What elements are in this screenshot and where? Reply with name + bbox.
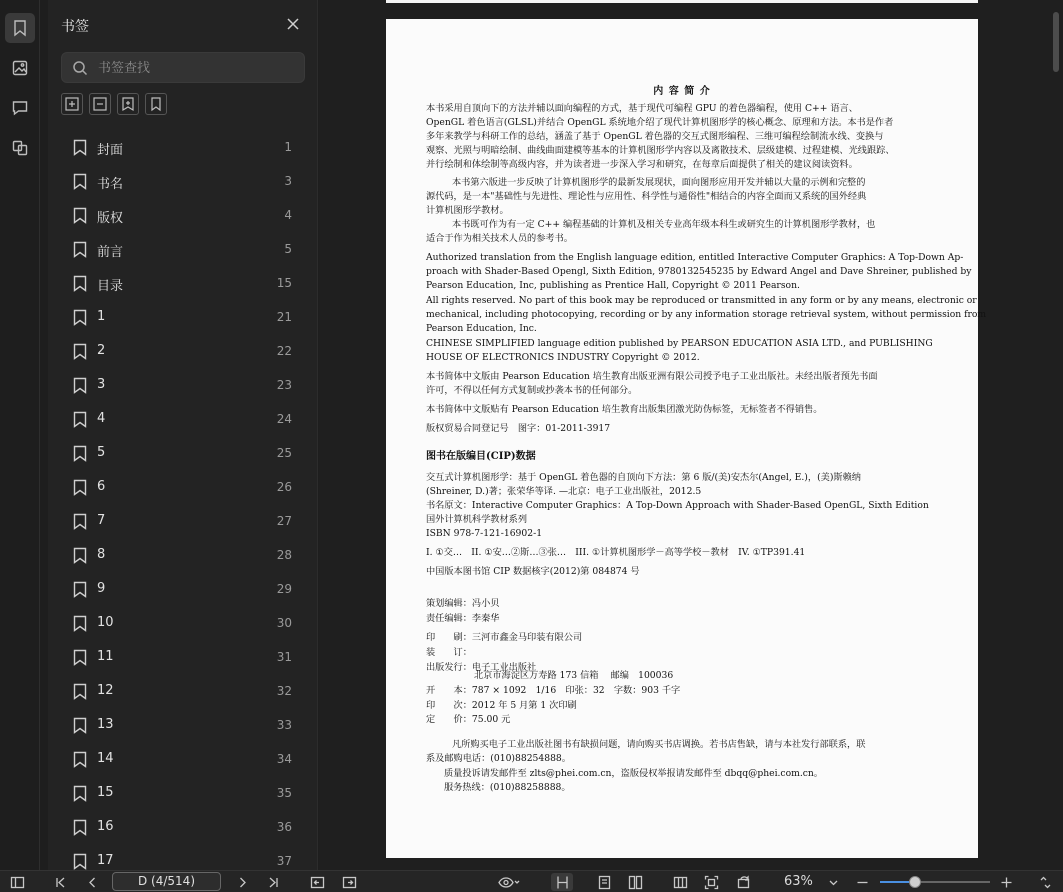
page-text-line: 北京市海淀区万寿路 173 信箱 邮编 100036 <box>474 670 674 681</box>
collapse-all-button[interactable] <box>89 93 111 115</box>
page-text-line: 印 次：2012 年 5 月第 1 次印刷 <box>426 700 577 711</box>
bookmark-icon <box>73 649 87 666</box>
forward-button[interactable] <box>339 873 359 891</box>
page-text-line: 国外计算机科学教材系列 <box>426 514 528 525</box>
page-text-line: 并行绘制和体绘制等高级内容，并为读者进一步深入学习和研究，在每章后面提供了相关的建议阅读资料。 <box>426 159 858 170</box>
bookmark-icon <box>73 377 87 394</box>
page-text-line: 印 刷：三河市鑫金马印装有限公司 <box>426 632 583 643</box>
page-text-line: 责任编辑：李秦华 <box>426 613 500 624</box>
eye-icon <box>498 875 520 890</box>
bookmark-label: 8 <box>97 547 106 562</box>
view-mode-button[interactable] <box>494 873 524 891</box>
bookmark-label: 版权 <box>97 211 124 226</box>
bookmark-icon <box>11 19 29 37</box>
next-page-button[interactable] <box>233 873 251 891</box>
bookmark-item[interactable] <box>61 504 305 538</box>
bookmark-page-number: 3 <box>284 174 292 188</box>
bookmark-item[interactable] <box>61 266 305 300</box>
sidebar-rail <box>0 0 40 870</box>
bookmark-page-number: 31 <box>276 650 292 664</box>
bookmark-page-number: 37 <box>276 854 292 868</box>
bookmark-label: 封面 <box>97 143 124 158</box>
bookmark-label: 7 <box>97 513 106 528</box>
bookmark-icon <box>73 207 87 224</box>
back-button[interactable] <box>307 873 327 891</box>
scroll-mode-icon <box>673 875 688 890</box>
add-bookmark-icon <box>120 96 136 112</box>
bookmark-page-number: 27 <box>276 514 292 528</box>
bookmark-label: 13 <box>97 717 114 732</box>
bookmark-page-number: 36 <box>276 820 292 834</box>
bookmark-item[interactable] <box>61 164 305 198</box>
bookmark-page-number: 30 <box>276 616 292 630</box>
rotate-icon <box>736 875 751 890</box>
chevron-down-icon <box>826 875 841 890</box>
bookmark-item[interactable] <box>61 538 305 572</box>
plus-icon <box>999 875 1014 890</box>
bookmark-item[interactable] <box>61 844 305 870</box>
page-text-line: 服务热线：(010)88258888。 <box>444 782 571 793</box>
bookmark-search-input[interactable] <box>98 58 298 78</box>
bookmark-icon <box>73 343 87 360</box>
bottom-toolbar <box>0 870 1063 892</box>
close-icon <box>284 15 302 33</box>
bookmark-page-number: 35 <box>276 786 292 800</box>
pdf-page <box>386 19 987 858</box>
page-text-line: 交互式计算机图形学：基于 OpenGL 着色器的自顶向下方法：第 6 版/(美)安杰尔(Angel, E.)，(美)斯赖纳 <box>426 472 861 483</box>
document-viewer[interactable] <box>319 0 1063 870</box>
page-text-line: 策划编辑：冯小贝 <box>426 598 500 609</box>
add-bookmark-button[interactable] <box>117 93 139 115</box>
page-text-line: 本书简体中文版贴有 Pearson Education 培生教育出版集团激光防伪标签，无标签者不得销售。 <box>426 404 823 415</box>
bookmark-item[interactable] <box>61 776 305 810</box>
bookmark-page-number: 34 <box>276 752 292 766</box>
page-text-line: 本书既可作为有一定 C++ 编程基础的计算机及相关专业高年级本科生或研究生的计算机图形学教材，也 <box>452 219 876 230</box>
zoom-out-button[interactable] <box>853 873 871 891</box>
bookmark-icon <box>148 96 164 112</box>
page-text-line: I. ①交… II. ①安…②斯…③张… III. ①计算机图形学－高等学校－教材 IV. ①TP391.41 <box>426 547 806 558</box>
bookmark-item[interactable] <box>61 742 305 776</box>
bookmark-label: 14 <box>97 751 114 766</box>
bookmark-item[interactable] <box>61 402 305 436</box>
bookmark-icon <box>73 547 87 564</box>
bookmark-item[interactable] <box>61 606 305 640</box>
bookmarks-panel <box>48 0 318 870</box>
bookmark-page-number: 21 <box>276 310 292 324</box>
bookmark-icon <box>73 581 87 598</box>
bookmark-label: 1 <box>97 309 106 324</box>
cip-heading: 图书在版编目(CIP)数据 <box>426 451 536 462</box>
toggle-sidebar-button[interactable] <box>7 873 27 891</box>
expand-icon <box>1038 875 1053 890</box>
fit-width-button[interactable] <box>701 873 721 891</box>
rotate-button[interactable] <box>733 873 753 891</box>
bookmark-page-number: 32 <box>276 684 292 698</box>
bookmark-label: 12 <box>97 683 114 698</box>
page-text-line: 凡所购买电子工业出版社图书有缺损问题，请向购买书店调换。若书店售缺，请与本社发行部联系，联 <box>452 739 866 750</box>
bookmark-icon <box>73 513 87 530</box>
page-text-line: proach with Shader-Based Opengl, Sixth Edition, 9780132545235 by Edward Angel and Dave Shreiner, published by <box>426 266 972 277</box>
bookmark-label: 前言 <box>97 245 124 260</box>
bookmark-item[interactable] <box>61 130 305 164</box>
page-text-line: 定 价：75.00 元 <box>426 714 511 725</box>
single-page-icon <box>597 875 612 890</box>
page-text-line: OpenGL 着色语言(GLSL)并结合 OpenGL 系统地介绍了现代计算机图形学的核心概念、原理和方法。本书是作者 <box>426 117 894 128</box>
bookmark-icon <box>73 615 87 632</box>
bookmark-label: 6 <box>97 479 106 494</box>
bookmark-page-number: 5 <box>284 242 292 256</box>
bookmark-label: 3 <box>97 377 106 392</box>
bookmark-page-number: 4 <box>284 208 292 222</box>
bookmark-label: 5 <box>97 445 106 460</box>
bookmark-icon <box>73 275 87 292</box>
page-text-line: 多年来教学与科研工作的总结，涵盖了基于 OpenGL 着色器的交互式图形编程、三维可编程绘制流水线、变换与 <box>426 131 884 142</box>
bookmark-icon <box>73 683 87 700</box>
bookmark-icon <box>73 717 87 734</box>
page-text-line: 质量投诉请发邮件至 zlts@phei.com.cn，盗版侵权举报请发邮件至 dbqq@phei.com.cn。 <box>444 768 823 779</box>
bookmark-label: 17 <box>97 853 114 868</box>
page-text-line: All rights reserved. No part of this book may be reproduced or transmitted in any form or by any means, electronic or <box>426 295 977 306</box>
search-icon <box>72 60 88 76</box>
bookmark-icon <box>73 309 87 326</box>
page-text-line: ISBN 978-7-121-16902-1 <box>426 528 543 539</box>
bookmark-item[interactable] <box>61 572 305 606</box>
bookmark-item[interactable] <box>61 198 305 232</box>
bookmark-item[interactable] <box>61 334 305 368</box>
bookmark-item[interactable] <box>61 436 305 470</box>
single-page-button[interactable] <box>594 873 614 891</box>
bookmark-label: 16 <box>97 819 114 834</box>
page-text-line: Pearson Education, Inc, publishing as Prentice Hall, Copyright © 2011 Pearson. <box>426 280 800 291</box>
bookmark-icon <box>73 445 87 462</box>
zoom-slider[interactable] <box>880 881 990 883</box>
bookmark-label: 9 <box>97 581 106 596</box>
bookmark-item[interactable] <box>61 368 305 402</box>
page-text-line: (Shreiner, D.)著；张荣华等译. —北京：电子工业出版社，2012.5 <box>426 486 702 497</box>
bookmark-icon <box>73 479 87 496</box>
bookmark-icon <box>73 853 87 870</box>
expand-all-icon <box>64 96 80 112</box>
zoom-in-button[interactable] <box>997 873 1015 891</box>
page-text-line: Pearson Education, Inc. <box>426 323 537 334</box>
bookmark-icon <box>73 241 87 258</box>
bookmark-page-number: 29 <box>276 582 292 596</box>
bookmark-icon <box>73 751 87 768</box>
bookmark-item[interactable] <box>61 640 305 674</box>
zoom-slider-handle[interactable] <box>909 876 921 888</box>
bookmark-page-number: 26 <box>276 480 292 494</box>
bookmark-icon <box>73 411 87 428</box>
bookmark-page-number: 28 <box>276 548 292 562</box>
page-text-line: Authorized translation from the English language edition, entitled Interactive Computer Graphics: A Top-Down Ap- <box>426 252 964 263</box>
page-number-input[interactable]: D (4/514) <box>112 872 221 891</box>
bookmark-item[interactable] <box>61 232 305 266</box>
bookmark-item[interactable] <box>61 470 305 504</box>
page-text-line: 计算机图形学教材。 <box>426 205 509 216</box>
bookmark-toolbar <box>61 93 167 115</box>
expand-button[interactable] <box>1036 873 1054 891</box>
minus-icon <box>855 875 870 890</box>
page-text-line: mechanical, including photocopying, recording or by any information storage retrieval system, without permission from <box>426 309 987 320</box>
page-text-line: 开 本：787 × 1092 1/16 印张：32 字数：903 千字 <box>426 685 681 696</box>
bookmark-item[interactable] <box>61 708 305 742</box>
two-page-icon <box>628 875 643 890</box>
bookmark-page-number: 25 <box>276 446 292 460</box>
page-text-line: 版权贸易合同登记号 图字：01-2011-3917 <box>426 423 611 434</box>
viewer-scrollbar[interactable] <box>1053 12 1059 72</box>
forward-icon <box>342 875 357 890</box>
bookmark-page-number: 22 <box>276 344 292 358</box>
last-page-button[interactable] <box>264 873 282 891</box>
continuous-scroll-button[interactable] <box>670 873 690 891</box>
attachments-tab-button[interactable] <box>5 133 35 163</box>
thumbnails-tab-button[interactable] <box>5 53 35 83</box>
bookmark-search-box <box>61 52 305 83</box>
page-text-line: 本书简体中文版由 Pearson Education 培生教育出版亚洲有限公司授予电子工业出版社。未经出版者预先书面 <box>426 371 878 382</box>
fit-page-icon <box>555 875 570 890</box>
sidebar-icon <box>10 875 25 890</box>
bookmark-current-page-button[interactable] <box>145 93 167 115</box>
bookmark-page-number: 1 <box>284 140 292 154</box>
bookmark-item[interactable] <box>61 674 305 708</box>
bookmark-page-number: 24 <box>276 412 292 426</box>
chevron-right-icon <box>235 875 250 890</box>
copy-document-icon <box>11 139 29 157</box>
first-page-icon <box>53 875 68 890</box>
bookmark-icon <box>73 819 87 836</box>
back-icon <box>310 875 325 890</box>
previous-page-edge <box>386 0 978 3</box>
bookmark-list <box>61 130 305 870</box>
bookmark-page-number: 23 <box>276 378 292 392</box>
bookmark-item[interactable] <box>61 810 305 844</box>
page-text-line: CHINESE SIMPLIFIED language edition published by PEARSON EDUCATION ASIA LTD., and PUBLISHING <box>426 338 933 349</box>
page-heading: 内 容 简 介 <box>653 86 711 97</box>
last-page-icon <box>266 875 281 890</box>
page-text-line: 中国版本图书馆 CIP 数据核字(2012)第 084874 号 <box>426 566 640 577</box>
previous-page-button[interactable] <box>83 873 101 891</box>
bookmark-label: 2 <box>97 343 106 358</box>
bookmark-item[interactable] <box>61 300 305 334</box>
fit-width-icon <box>704 875 719 890</box>
comments-tab-button[interactable] <box>5 93 35 123</box>
expand-all-button[interactable] <box>61 93 83 115</box>
bookmark-icon <box>73 139 87 156</box>
bookmarks-tab-button[interactable] <box>5 13 35 43</box>
bookmark-icon <box>73 173 87 190</box>
first-page-button[interactable] <box>51 873 69 891</box>
close-panel-button[interactable] <box>284 15 302 33</box>
page-text-line: 装 订： <box>426 647 472 658</box>
page-text-line: 许可，不得以任何方式复制或抄袭本书的任何部分。 <box>426 385 638 396</box>
bookmark-label: 4 <box>97 411 106 426</box>
collapse-all-icon <box>92 96 108 112</box>
bookmark-label: 11 <box>97 649 114 664</box>
page-text-line: 书名原文：Interactive Computer Graphics：A Top-Down Approach with Shader-Based OpenGL, Sixth Edition <box>426 500 929 511</box>
page-text-line: 观察、光照与明暗绘制、曲线曲面建模等基本的计算机图形学内容以及离散技术、层级建模、过程建模、光线跟踪、 <box>426 145 895 156</box>
page-text-line: HOUSE OF ELECTRONICS INDUSTRY Copyright © 2012. <box>426 352 700 363</box>
bookmark-label: 目录 <box>97 279 124 294</box>
page-text-line: 源代码，是一本"基础性与先进性、理论性与应用性、科学性与通俗性"相结合的内容全面而又系统的国外经典 <box>426 191 867 202</box>
two-page-button[interactable] <box>625 873 645 891</box>
bookmark-label: 书名 <box>97 177 124 192</box>
comment-icon <box>11 99 29 117</box>
page-text-line: 系及邮购电话：(010)88254888。 <box>426 753 571 764</box>
page-text-line: 本书采用自顶向下的方法并辅以面向编程的方式，基于现代可编程 GPU 的着色器编程，使用 C++ 语言、 <box>426 103 858 114</box>
page-text-line: 本书第六版进一步反映了计算机图形学的最新发展现状，面向图形应用开发并辅以大量的示例和完整的 <box>452 177 866 188</box>
image-icon <box>11 59 29 77</box>
bookmark-icon <box>73 785 87 802</box>
page-text-line: 出版发行：电子工业出版社 <box>426 662 537 673</box>
fit-page-button[interactable] <box>551 873 573 891</box>
panel-title: 书签 <box>61 19 89 35</box>
bookmark-page-number: 33 <box>276 718 292 732</box>
zoom-level[interactable]: 63% <box>784 874 813 889</box>
zoom-dropdown-button[interactable] <box>825 873 841 891</box>
bookmark-label: 15 <box>97 785 114 800</box>
bookmark-label: 10 <box>97 615 114 630</box>
chevron-left-icon <box>85 875 100 890</box>
bookmark-page-number: 15 <box>276 276 292 290</box>
page-text-line: 适合于作为相关技术人员的参考书。 <box>426 233 573 244</box>
